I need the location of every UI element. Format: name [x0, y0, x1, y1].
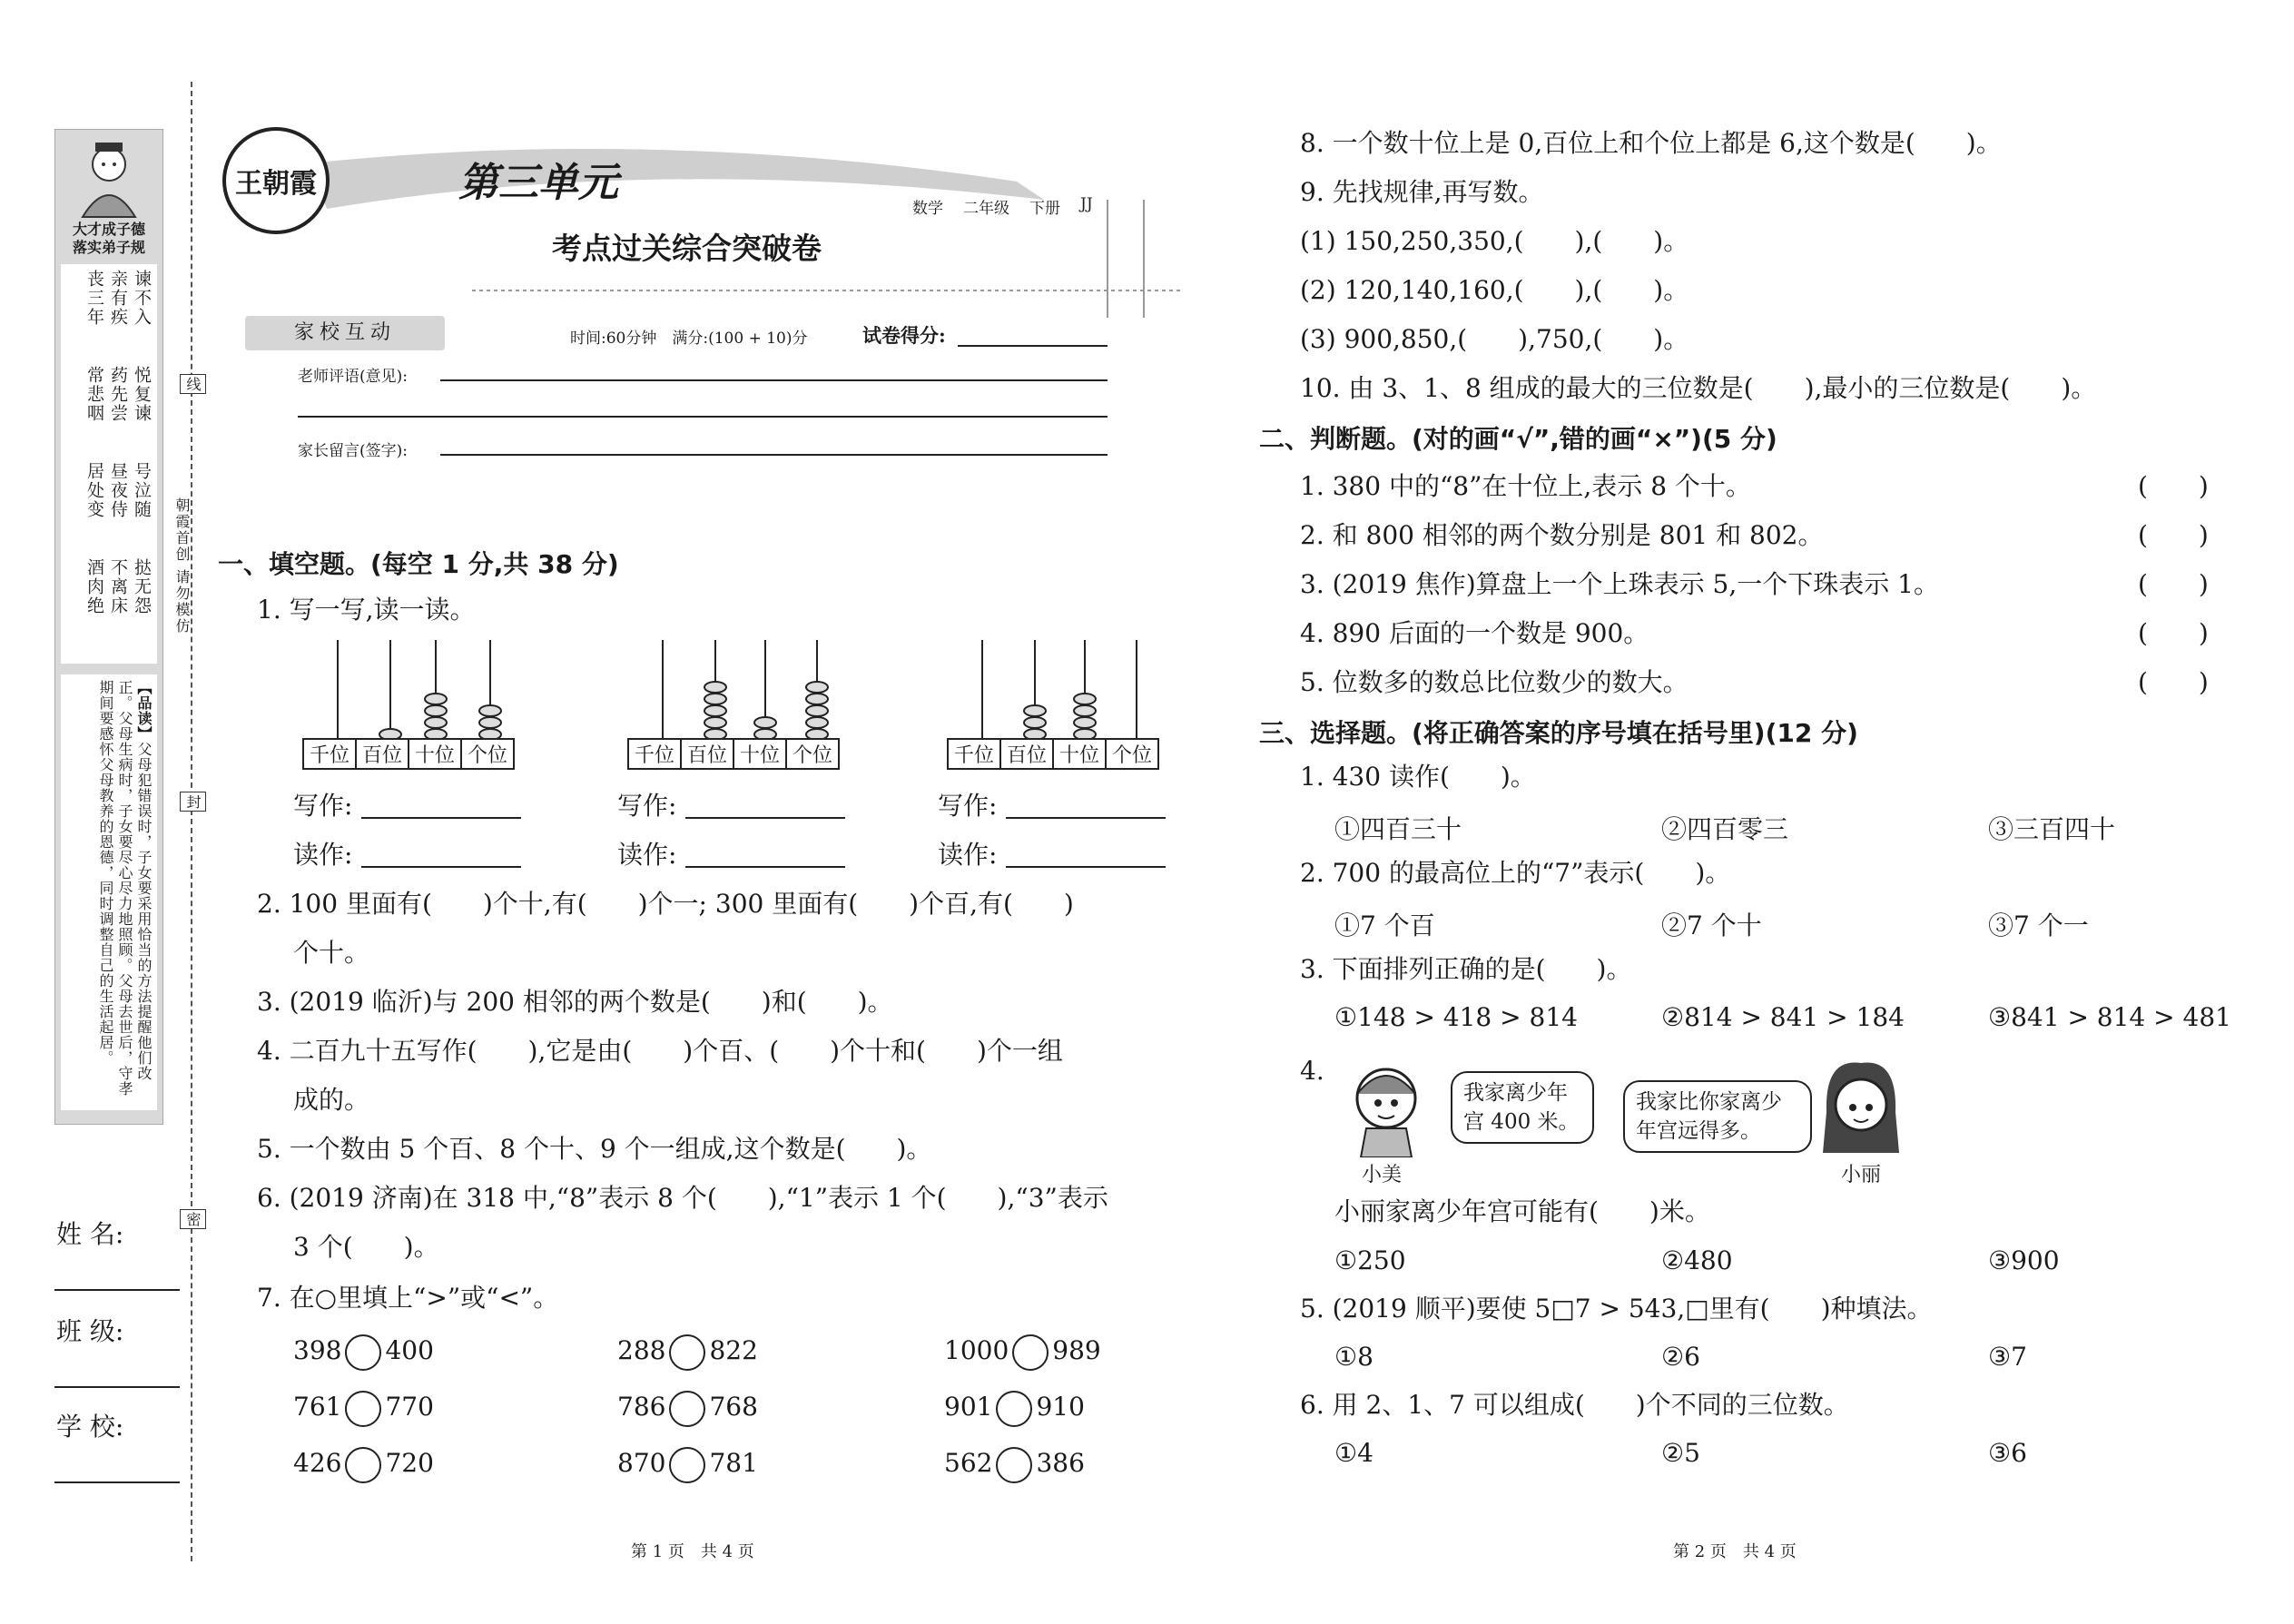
- compare-right-number: 989: [1052, 1335, 1101, 1365]
- read-label: 读作:: [617, 840, 677, 870]
- compare-circle[interactable]: [345, 1447, 381, 1483]
- choice-3-option: ③841 > 814 > 481: [1988, 1002, 2231, 1032]
- compare-item: [944, 1445, 1085, 1483]
- read-field-3[interactable]: [1006, 866, 1166, 868]
- question-2-cont: 个十。: [293, 938, 370, 968]
- write-field-1[interactable]: [361, 817, 521, 819]
- mascot-icon: [74, 137, 144, 219]
- question-9: 9. 先找规律,再写数。: [1300, 177, 1544, 207]
- choice-4-option: ③900: [1988, 1245, 2060, 1275]
- choice-4-number: 4.: [1300, 1056, 1324, 1086]
- compare-circle[interactable]: [996, 1447, 1032, 1483]
- write-field-3[interactable]: [1006, 817, 1166, 819]
- subject-tag: 数学: [912, 200, 943, 218]
- reading-text: 【品读】父母犯错误时，子女要采用恰当的方法提醒他们改正。父母生病时，子女要尽心尽力地照顾。父母去世后，守孝期间要感怀父母教养的恩德，同时调整自己的生活起居。: [97, 680, 153, 1097]
- read-label: 读作:: [293, 840, 353, 870]
- section-2-title: 二、判断题。(对的画“√”,错的画“×”)(5 分): [1259, 424, 1777, 454]
- seal-mark: 封: [180, 792, 206, 812]
- compare-left-number: 870: [617, 1448, 666, 1478]
- read-label: 读作:: [938, 840, 998, 870]
- score-label: 试卷得分:: [862, 324, 946, 347]
- compare-right-number: 386: [1036, 1448, 1085, 1478]
- girl-xiaomei-icon: [1344, 1058, 1430, 1157]
- seal-mark: 密: [180, 1209, 206, 1229]
- judge-4: 4. 890 后面的一个数是 900。: [1300, 618, 1649, 648]
- compare-left-number: 901: [944, 1392, 993, 1422]
- margin-panel: [54, 129, 163, 1125]
- parent-comment-field[interactable]: [440, 454, 1108, 456]
- choice-6-option: ①4: [1334, 1438, 1373, 1468]
- compare-right-number: 768: [709, 1392, 758, 1422]
- choice-6-option: ③6: [1988, 1438, 2027, 1468]
- compare-item: [944, 1333, 1101, 1371]
- choice-2: 2. 700 的最高位上的“7”表示( )。: [1300, 858, 1731, 888]
- question-4-cont: 成的。: [293, 1085, 370, 1115]
- abacus-3-labels: 千位 百位 十位 个位: [947, 738, 1159, 770]
- question-9-3: (3) 900,850,( ),750,( )。: [1300, 324, 1689, 354]
- compare-left-number: 426: [293, 1448, 342, 1478]
- choice-6: 6. 用 2、1、7 可以组成( )个不同的三位数。: [1300, 1390, 1849, 1420]
- compare-item: [617, 1445, 758, 1483]
- write-label: 写作:: [293, 791, 353, 821]
- volume-tag: 下册: [1029, 200, 1060, 218]
- choice-3-option: ②814 > 841 > 184: [1661, 1002, 1905, 1032]
- compare-circle[interactable]: [669, 1447, 705, 1483]
- cut-line: [191, 82, 192, 1561]
- question-9-1: (1) 150,250,350,( ),( )。: [1300, 226, 1689, 256]
- choice-4-option: ②480: [1661, 1245, 1733, 1275]
- abacus-1-labels: 千位 百位 十位 个位: [302, 738, 515, 770]
- compare-item: [293, 1389, 434, 1427]
- compare-right-number: 781: [709, 1448, 758, 1478]
- poem-col: 悦复谏: [132, 366, 152, 423]
- judge-5-answer[interactable]: ( ): [2138, 667, 2209, 697]
- compare-right-number: 770: [385, 1392, 434, 1422]
- compare-item: [293, 1445, 434, 1483]
- question-5: 5. 一个数由 5 个百、8 个十、9 个一组成,这个数是( )。: [257, 1134, 932, 1164]
- girl-xiaoli-icon: [1816, 1058, 1906, 1162]
- school-label: 学 校:: [56, 1412, 124, 1442]
- seal-mark: 线: [180, 374, 206, 394]
- judge-2-answer[interactable]: ( ): [2138, 520, 2209, 550]
- name-label: 姓 名:: [56, 1219, 124, 1249]
- judge-2: 2. 和 800 相邻的两个数分别是 801 和 802。: [1300, 520, 1824, 550]
- choice-5-option: ③7: [1988, 1342, 2027, 1372]
- choice-5-option: ②6: [1661, 1342, 1700, 1372]
- choice-4-option: ①250: [1334, 1245, 1406, 1275]
- side-note: 朝霞首创 请勿模仿: [173, 497, 191, 635]
- compare-item: [293, 1333, 434, 1371]
- read-field-2[interactable]: [685, 866, 845, 868]
- poem-col: 号泣随: [132, 462, 152, 519]
- speech-bubble-xiaomei: 我家离少年宫 400 米。: [1451, 1071, 1594, 1144]
- compare-item: [617, 1333, 758, 1371]
- poem-col: 药先尝: [108, 366, 128, 423]
- compare-left-number: 288: [617, 1335, 666, 1365]
- question-3: 3. (2019 临沂)与 200 相邻的两个数是( )和( )。: [257, 987, 893, 1017]
- question-6-cont: 3 个( )。: [293, 1232, 439, 1262]
- compare-circle[interactable]: [669, 1391, 705, 1427]
- write-label: 写作:: [938, 791, 998, 821]
- question-7: 7. 在○里填上“>”或“<”。: [257, 1283, 559, 1313]
- poem-col: 丧三年: [84, 270, 104, 327]
- poem-col: 昼夜侍: [108, 462, 128, 519]
- class-label: 班 级:: [56, 1316, 124, 1346]
- exam-title: 考点过关综合突破卷: [552, 231, 822, 266]
- section-3-title: 三、选择题。(将正确答案的序号填在括号里)(12 分): [1259, 718, 1858, 748]
- poem-col: 不离床: [108, 558, 128, 615]
- choice-4: 小丽家离少年宫可能有( )米。: [1334, 1196, 1710, 1226]
- page-number-1: 第 1 页 共 4 页: [631, 1542, 754, 1561]
- question-1: 1. 写一写,读一读。: [257, 595, 476, 625]
- compare-item: [617, 1389, 758, 1427]
- compare-left-number: 398: [293, 1335, 342, 1365]
- choice-6-option: ②5: [1661, 1438, 1700, 1468]
- compare-left-number: 761: [293, 1392, 342, 1422]
- choice-2-option: ②7 个十: [1661, 910, 1762, 940]
- teacher-comment-field[interactable]: [440, 379, 1108, 381]
- choice-3: 3. 下面排列正确的是( )。: [1300, 954, 1632, 984]
- choice-1: 1. 430 读作( )。: [1300, 762, 1536, 792]
- grade-tag: 二年级: [963, 200, 1009, 218]
- compare-circle[interactable]: [345, 1334, 381, 1371]
- name-field[interactable]: [54, 1289, 180, 1291]
- compare-circle[interactable]: [345, 1391, 381, 1427]
- margin-header: 大才成子德 落实弟子规: [72, 221, 145, 256]
- compare-item: [944, 1389, 1085, 1427]
- poem-col: 亲有疾: [108, 270, 128, 327]
- section-1-title: 一、填空题。(每空 1 分,共 38 分): [218, 549, 619, 579]
- write-field-2[interactable]: [685, 817, 845, 819]
- compare-right-number: 910: [1036, 1392, 1085, 1422]
- question-6: 6. (2019 济南)在 318 中,“8”表示 8 个( ),“1”表示 1 个( ),“3”表示: [257, 1183, 1108, 1213]
- brand-logo: 王朝霞: [222, 127, 330, 234]
- judge-3-answer[interactable]: ( ): [2138, 569, 2209, 599]
- home-school-banner: 家校互动: [245, 316, 445, 350]
- question-2: 2. 100 里面有( )个十,有( )个一; 300 里面有( )个百,有( ): [257, 889, 1074, 919]
- poem-col: 挞无怨: [132, 558, 152, 615]
- compare-left-number: 786: [617, 1392, 666, 1422]
- judge-4-answer[interactable]: ( ): [2138, 618, 2209, 648]
- poem-col: 谏不入: [132, 270, 152, 327]
- class-field[interactable]: [54, 1386, 180, 1388]
- judge-3: 3. (2019 焦作)算盘上一个上珠表示 5,一个下珠表示 1。: [1300, 569, 1939, 599]
- choice-5: 5. (2019 顺平)要使 5□7 > 543,□里有( )种填法。: [1300, 1294, 1933, 1324]
- reading-box: [61, 674, 157, 1110]
- compare-right-number: 822: [709, 1335, 758, 1365]
- unit-title: 第三单元: [458, 160, 618, 206]
- school-field[interactable]: [54, 1481, 180, 1483]
- read-field-1[interactable]: [361, 866, 521, 868]
- name-xiaoli: 小丽: [1841, 1164, 1882, 1186]
- edition-tag: JJ: [1080, 195, 1093, 213]
- name-xiaomei: 小美: [1362, 1164, 1403, 1186]
- question-10: 10. 由 3、1、8 组成的最大的三位数是( ),最小的三位数是( )。: [1300, 373, 2097, 403]
- judge-5: 5. 位数多的数总比位数少的数大。: [1300, 667, 1689, 697]
- choice-2-option: ①7 个百: [1334, 910, 1435, 940]
- judge-1: 1. 380 中的“8”在十位上,表示 8 个十。: [1300, 471, 1751, 501]
- compare-left-number: 1000: [944, 1335, 1009, 1365]
- speech-bubble-xiaoli: 我家比你家离少年宫远得多。: [1623, 1080, 1812, 1153]
- poem-box: [61, 264, 157, 664]
- parent-comment-label: 家长留言(签字):: [298, 442, 408, 460]
- choice-1-option: ①四百三十: [1334, 814, 1462, 844]
- choice-1-option: ③三百四十: [1988, 814, 2116, 844]
- write-label: 写作:: [617, 791, 677, 821]
- poem-col: 常悲咽: [84, 366, 104, 423]
- compare-circle[interactable]: [1012, 1334, 1049, 1371]
- compare-left-number: 562: [944, 1448, 993, 1478]
- compare-circle[interactable]: [669, 1334, 705, 1371]
- score-field[interactable]: [958, 345, 1108, 347]
- question-4: 4. 二百九十五写作( ),它是由( )个百、( )个十和( )个一组: [257, 1036, 1063, 1066]
- abacus-2-labels: 千位 百位 十位 个位: [627, 738, 840, 770]
- poem-col: 居处变: [84, 462, 104, 519]
- judge-1-answer[interactable]: ( ): [2138, 471, 2209, 501]
- question-8: 8. 一个数十位上是 0,百位上和个位上都是 6,这个数是( )。: [1300, 128, 2002, 158]
- poem-col: 酒肉绝: [84, 558, 104, 615]
- teacher-comment-field-2[interactable]: [298, 416, 1108, 418]
- choice-1-option: ②四百零三: [1661, 814, 1789, 844]
- teacher-comment-label: 老师评语(意见):: [298, 368, 408, 386]
- subject-tags: [912, 195, 1093, 218]
- choice-2-option: ③7 个一: [1988, 910, 2089, 940]
- compare-circle[interactable]: [996, 1391, 1032, 1427]
- page-number-2: 第 2 页 共 4 页: [1673, 1542, 1797, 1561]
- compare-right-number: 720: [385, 1448, 434, 1478]
- time-info: 时间:60分钟 满分:(100 + 10)分: [570, 330, 808, 348]
- choice-5-option: ①8: [1334, 1342, 1373, 1372]
- question-9-2: (2) 120,140,160,( ),( )。: [1300, 275, 1689, 305]
- compare-right-number: 400: [385, 1335, 434, 1365]
- choice-3-option: ①148 > 418 > 814: [1334, 1002, 1578, 1032]
